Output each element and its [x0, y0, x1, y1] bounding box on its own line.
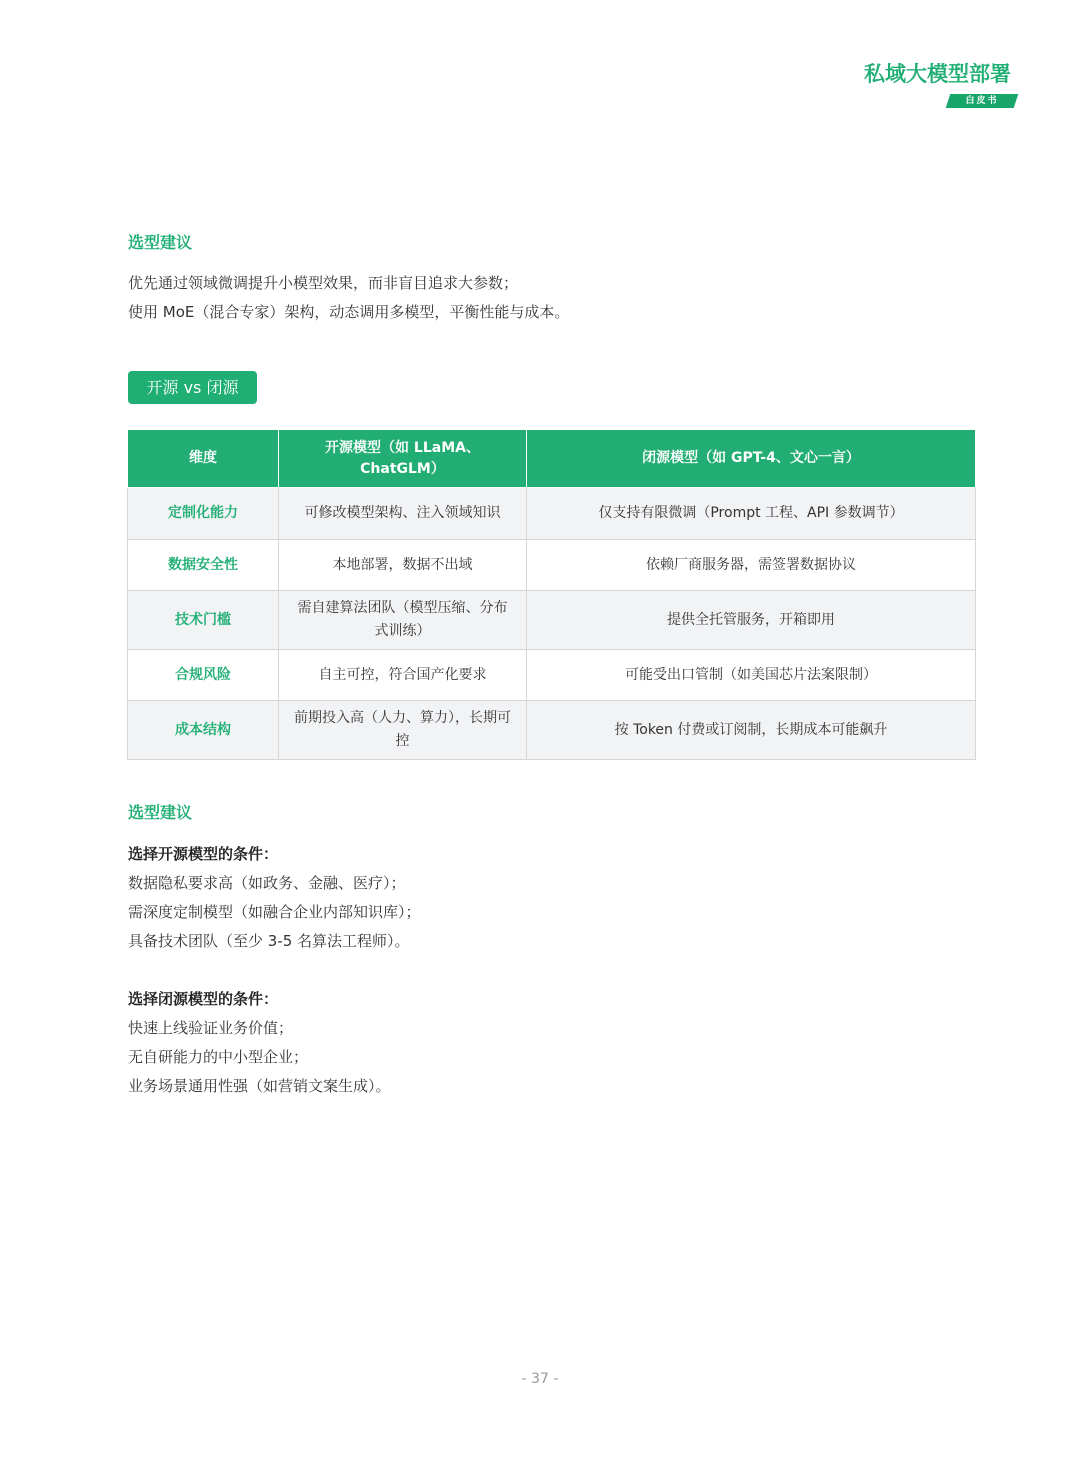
condition-item: 快速上线验证业务价值； — [128, 1019, 294, 1037]
row-open-value: 本地部署，数据不出域 — [279, 540, 527, 591]
condition-item: 业务场景通用性强（如营销文案生成）。 — [128, 1077, 391, 1095]
closed-source-conditions — [128, 985, 391, 1101]
section1-line: 优先通过领域微调提升小模型效果，而非盲目追求大参数； — [128, 274, 519, 292]
condition-item: 需深度定制模型（如融合企业内部知识库）； — [128, 903, 421, 921]
table-row — [128, 650, 976, 701]
header-closed-source: 闭源模型（如 GPT-4、文心一言） — [527, 430, 976, 488]
comparison-table — [127, 429, 976, 760]
row-dimension: 定制化能力 — [128, 488, 279, 540]
row-dimension: 合规风险 — [128, 650, 279, 701]
condition-item: 无自研能力的中小型企业； — [128, 1048, 309, 1066]
condition-item: 数据隐私要求高（如政务、金融、医疗）； — [128, 874, 406, 892]
table-row — [128, 591, 976, 650]
table-row — [128, 540, 976, 591]
row-open-value: 前期投入高（人力、算力），长期可控 — [279, 701, 527, 760]
row-closed-value: 提供全托管服务，开箱即用 — [527, 591, 976, 650]
row-closed-value: 依赖厂商服务器，需签署数据协议 — [527, 540, 976, 591]
row-closed-value: 仅支持有限微调（Prompt 工程、API 参数调节） — [527, 488, 976, 540]
section-title-1: 选型建议 — [128, 233, 193, 252]
table-row — [128, 488, 976, 540]
row-dimension: 成本结构 — [128, 701, 279, 760]
row-closed-value: 可能受出口管制（如美国芯片法案限制） — [527, 650, 976, 701]
page-number: - 37 - — [521, 1371, 559, 1387]
table-row — [128, 701, 976, 760]
brand-title: 私域大模型部署 — [864, 62, 1011, 86]
row-open-value: 需自建算法团队（模型压缩、分布式训练） — [279, 591, 527, 650]
table-header-row — [128, 430, 976, 488]
row-dimension: 数据安全性 — [128, 540, 279, 591]
section-title-2: 选型建议 — [128, 803, 193, 822]
row-open-value: 自主可控，符合国产化要求 — [279, 650, 527, 701]
row-dimension: 技术门槛 — [128, 591, 279, 650]
section1-line: 使用 MoE（混合专家）架构，动态调用多模型，平衡性能与成本。 — [128, 303, 570, 321]
open-source-conditions — [128, 840, 421, 956]
header-dimension: 维度 — [128, 430, 279, 488]
closed-conditions-heading: 选择闭源模型的条件： — [128, 990, 279, 1008]
brand-subtitle: 白皮书 — [965, 96, 999, 106]
open-conditions-heading: 选择开源模型的条件： — [128, 845, 279, 863]
brand-subtitle-badge — [946, 94, 1019, 108]
header-open-source: 开源模型（如 LLaMA、ChatGLM） — [279, 430, 527, 488]
row-closed-value: 按 Token 付费或订阅制，长期成本可能飙升 — [527, 701, 976, 760]
row-open-value: 可修改模型架构、注入领域知识 — [279, 488, 527, 540]
section1-paragraph — [128, 269, 569, 327]
comparison-tag: 开源 vs 闭源 — [128, 371, 257, 404]
condition-item: 具备技术团队（至少 3-5 名算法工程师）。 — [128, 932, 410, 950]
brand-logo — [864, 58, 1020, 112]
